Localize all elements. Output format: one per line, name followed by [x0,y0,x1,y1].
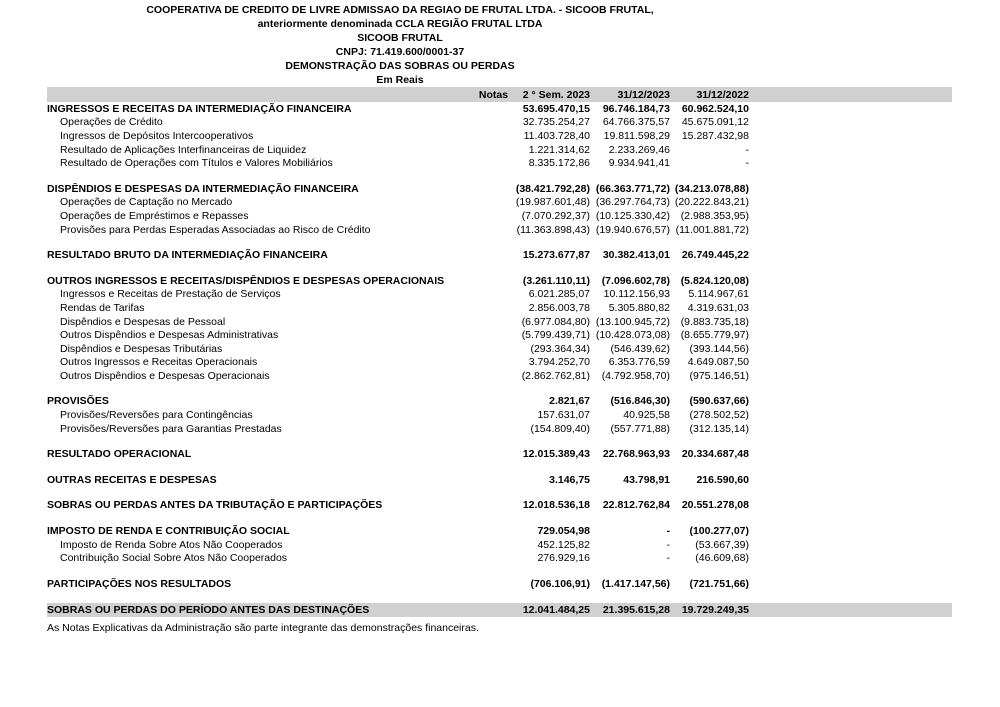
row-label: Outros Ingressos e Receitas Operacionais [60,356,258,369]
currency-note: Em Reais [376,73,424,86]
row-value-cell: 96.746.184,73 [602,102,670,115]
row-value-cell: (66.363.771,72) [595,182,670,195]
row-value-cell: 32.735.254,27 [522,116,590,129]
cnpj-line: CNPJ: 71.419.600/0001-37 [335,45,465,58]
row-value-cell: (293.364,34) [530,342,590,355]
row-label: Operações de Crédito [60,116,163,129]
row-value-cell: (2.862.762,81) [521,369,590,382]
row-label: Dispêndios e Despesas de Pessoal [60,315,226,328]
row-value-cell: (975.146,51) [689,369,749,382]
row-label: OUTROS INGRESSOS E RECEITAS/DISPÊNDIOS E DESPESAS OPERACIONAIS [47,274,445,287]
row-value-cell: 12.041.484,25 [522,603,590,616]
row-value-cell: 15.273.677,87 [522,249,590,262]
trade-name-line: SICOOB FRUTAL [357,31,443,44]
row-value-cell: 2.233.269,46 [608,143,670,156]
row-value-cell: (20.222.843,21) [674,196,749,209]
row-value-cell: - [745,157,749,170]
row-value-cell: - [745,143,749,156]
table-row [47,551,952,565]
table-row [47,143,952,157]
row-value-cell: (7.096.602,78) [601,274,670,287]
row-label: Outros Dispêndios e Despesas Administrativas [60,329,279,342]
row-value-cell: 4.319.631,03 [687,301,749,314]
row-label: Imposto de Renda Sobre Atos Não Cooperados [60,538,283,551]
row-value-cell: 2.821,67 [549,395,590,408]
row-label: Resultado de Operações com Títulos e Valores Mobiliários [60,157,333,170]
row-value-cell: (19.940.676,57) [595,223,670,236]
table-row [47,301,952,315]
row-value-cell: 43.798,91 [623,473,670,486]
row-value-cell: (1.417.147,56) [601,577,670,590]
table-row [47,328,952,342]
table-row [47,102,952,116]
row-value-cell: (721.751,66) [689,577,749,590]
row-value-cell: 19.729.249,35 [681,603,749,616]
row-value-cell: 20.334.687,48 [681,448,749,461]
row-value-cell: 40.925,58 [623,409,670,422]
row-label: RESULTADO OPERACIONAL [47,448,192,461]
company-name-line: COOPERATIVA DE CREDITO DE LIVRE ADMISSAO DA REGIAO DE FRUTAL LTDA. - SICOOB FRUTAL, [146,4,654,16]
table-row [47,129,952,143]
header-notas-cell: Notas [478,88,509,101]
row-label: Provisões/Reversões para Garantias Prestadas [60,422,282,435]
table-total-row [47,603,952,618]
row-label: OUTRAS RECEITAS E DESPESAS [47,473,217,486]
row-label: Contribuição Social Sobre Atos Não Cooperados [60,552,288,565]
row-value-cell: (4.792.958,70) [601,369,670,382]
row-value-cell: (38.421.792,28) [515,182,590,195]
row-label: PROVISÕES [47,395,109,408]
header-year2023-cell: 31/12/2023 [617,88,670,101]
table-row [47,288,952,302]
table-row [47,473,952,487]
row-value-cell: 6.353.776,59 [608,356,670,369]
row-value-cell: 60.962.524,10 [681,102,749,115]
row-label: SOBRAS OU PERDAS DO PERÍODO ANTES DAS DESTINAÇÕES [47,603,370,616]
row-value-cell: 26.749.445,22 [681,249,749,262]
row-value-cell: (34.213.078,88) [674,182,749,195]
row-value-cell: 5.114.967,61 [688,288,749,301]
former-name-line: anteriormente denominada CCLA REGIÃO FRUTAL LTDA [257,17,543,30]
row-value-cell: 729.054,98 [537,525,590,538]
row-label: PARTICIPAÇÕES NOS RESULTADOS [47,577,232,590]
row-value-cell: 11.403.728,40 [523,129,590,142]
row-label: Provisões/Reversões para Contingências [60,409,253,422]
table-row [47,422,952,436]
row-value-cell: 216.590,60 [696,473,749,486]
row-value-cell: 19.811.598,29 [603,129,670,142]
row-value-cell: (278.502,52) [689,409,749,422]
row-value-cell: 22.812.762,84 [602,499,670,512]
row-value-cell: 6.021.285,07 [528,288,590,301]
row-value-cell: (10.428.073,08) [595,329,670,342]
table-row [47,538,952,552]
row-value-cell: (312.135,14) [689,422,749,435]
table-row [47,223,952,237]
row-value-cell: 1.221.314,62 [528,143,590,156]
row-value-cell: 276.929,16 [537,552,590,565]
row-label: Dispêndios e Despesas Tributárias [60,342,223,355]
row-value-cell: (11.001.881,72) [675,223,749,236]
row-label: Operações de Empréstimos e Repasses [60,209,249,222]
row-label: INGRESSOS E RECEITAS DA INTERMEDIAÇÃO FINANCEIRA [47,102,352,115]
row-value-cell: - [666,552,670,565]
row-value-cell: 15.287.432,98 [681,129,749,142]
row-value-cell: (590.637,66) [689,395,749,408]
row-value-cell: (5.799.439,71) [521,329,590,342]
row-value-cell: (2.988.353,95) [680,209,749,222]
row-label: Rendas de Tarifas [60,301,145,314]
income-statement-table [47,87,952,634]
row-value-cell: 8.335.172,86 [528,157,590,170]
row-label: Ingressos de Depósitos Intercooperativos [60,129,254,142]
row-value-cell: 10.112.156,93 [603,288,670,301]
table-body [47,102,952,617]
row-value-cell: (6.977.084,80) [521,315,590,328]
row-value-cell: (9.883.735,18) [680,315,749,328]
row-value-cell: (13.100.945,72) [595,315,670,328]
row-value-cell: (154.809,40) [530,422,590,435]
table-row [47,408,952,422]
row-value-cell: 3.794.252,70 [528,356,590,369]
header-semester-cell: 2 ° Sem. 2023 [522,88,590,101]
row-value-cell: 452.125,82 [537,538,590,551]
table-row [47,577,952,591]
row-value-cell: (11.363.898,43) [516,223,590,236]
row-value-cell: (100.277,07) [689,525,749,538]
table-row [47,248,952,262]
row-value-cell: 64.766.375,57 [602,116,670,129]
table-row [47,356,952,370]
row-value-cell: (19.987.601,48) [515,196,590,209]
explanatory-note: As Notas Explicativas da Administração são parte integrante das demonstrações financeiras. [47,622,479,635]
row-value-cell: (53.667,39) [695,538,749,551]
row-value-cell: (706.106,91) [530,577,590,590]
table-row [47,524,952,538]
row-value-cell: (10.125.330,42) [595,209,670,222]
row-value-cell: (557.771,88) [610,422,670,435]
table-row [47,274,952,288]
table-row [47,447,952,461]
row-value-cell: (516.846,30) [610,395,670,408]
row-value-cell: (5.824.120,08) [680,274,749,287]
row-value-cell: (46.609,68) [695,552,749,565]
row-value-cell: 9.934.941,41 [608,157,670,170]
row-value-cell: 45.675.091,12 [681,116,749,129]
row-value-cell: 12.015.389,43 [522,448,590,461]
row-value-cell: 53.695.470,15 [522,102,590,115]
row-value-cell: - [666,538,670,551]
table-row [47,395,952,409]
row-value-cell: (393.144,56) [689,342,749,355]
row-label: Resultado de Aplicações Interfinanceiras de Liquidez [60,143,307,156]
table-row [47,156,952,170]
table-row [47,116,952,130]
row-value-cell: (36.297.764,73) [595,196,670,209]
row-value-cell: 20.551.278,08 [681,499,749,512]
document-header [0,4,800,87]
row-value-cell: (546.439,62) [610,342,670,355]
row-value-cell: 12.018.536,18 [522,499,590,512]
table-header-row [47,87,952,102]
row-value-cell: 2.856.003,78 [528,301,590,314]
row-value-cell: - [666,525,670,538]
row-value-cell: 30.382.413,01 [602,249,670,262]
row-value-cell: 21.395.615,28 [602,603,670,616]
row-value-cell: 3.146,75 [549,473,590,486]
row-label: Outros Dispêndios e Despesas Operacionais [60,369,270,382]
table-row [47,369,952,383]
table-row [47,196,952,210]
row-value-cell: (8.655.779,97) [680,329,749,342]
row-label: Ingressos e Receitas de Prestação de Serviços [60,288,281,301]
row-value-cell: 22.768.963,93 [602,448,670,461]
table-row [47,315,952,329]
row-label: DISPÊNDIOS E DESPESAS DA INTERMEDIAÇÃO FINANCEIRA [47,182,359,195]
table-row [47,209,952,223]
row-label: Provisões para Perdas Esperadas Associadas ao Risco de Crédito [60,223,371,236]
row-label: IMPOSTO DE RENDA E CONTRIBUIÇÃO SOCIAL [47,525,290,538]
row-label: SOBRAS OU PERDAS ANTES DA TRIBUTAÇÃO E PARTICIPAÇÕES [47,499,383,512]
table-row [47,342,952,356]
statement-title: DEMONSTRAÇÃO DAS SOBRAS OU PERDAS [285,59,515,72]
row-value-cell: (7.070.292,37) [521,209,590,222]
table-row [47,182,952,196]
row-value-cell: 157.631,07 [537,409,590,422]
row-label: RESULTADO BRUTO DA INTERMEDIAÇÃO FINANCEIRA [47,249,328,262]
table-row [47,499,952,513]
row-label: Operações de Captação no Mercado [60,196,233,209]
row-value-cell: 4.649.087,50 [687,356,749,369]
row-value-cell: (3.261.110,11) [522,274,590,287]
row-value-cell: 5.305.880,82 [608,301,670,314]
header-year2022-cell: 31/12/2022 [696,88,749,101]
